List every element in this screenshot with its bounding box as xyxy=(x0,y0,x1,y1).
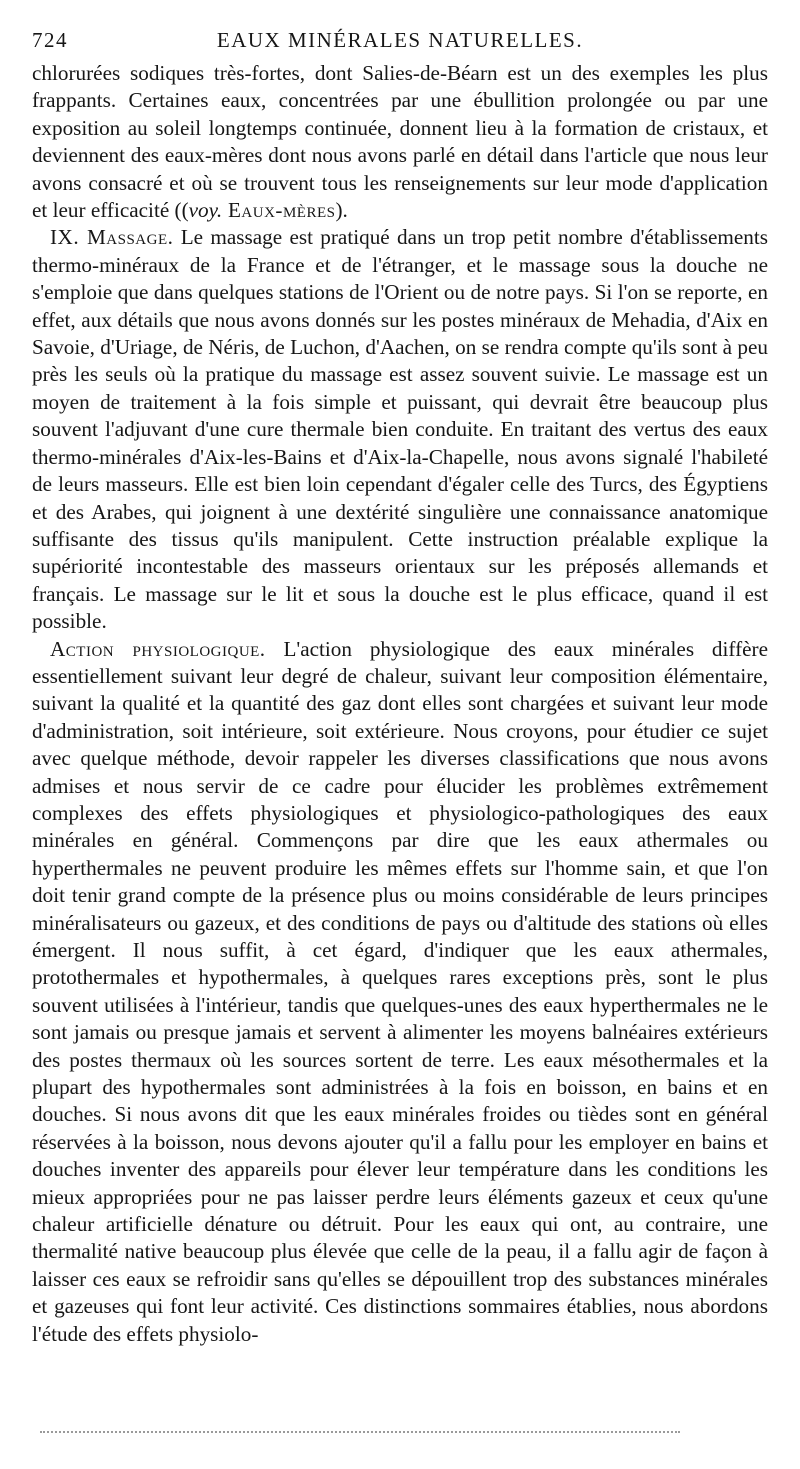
paragraph-end: ). xyxy=(335,198,348,223)
italic-reference: voy. xyxy=(188,198,223,223)
page-number: 724 xyxy=(32,28,68,52)
paragraph-massage xyxy=(32,224,768,635)
section-heading-massage: IX. Massage. xyxy=(50,225,174,250)
footer-dotted-rule xyxy=(40,1431,680,1433)
paragraph-action-physiologique xyxy=(32,636,768,1349)
section-heading-action-physiologique: Action physiologique. xyxy=(50,636,266,661)
paragraph-text: Le massage est pratiqué dans un trop petit nombre d'établissements thermo-minéraux de la France et de l'étranger, et le massage sous la douche ne s'emploie que dans quelques stations de l'Orient ou de notre pays. Si l'on se reporte, en effet, aux détails que nous avons donnés sur les postes minéraux de Mehadia, d'Aix en Savoie, d'Uriage, de Néris, de Luchon, d'Aachen, on se rendra compte qu'ils sont à peu près les seuls où la pratique du massage est assez souvent suivie. Le massage est un moyen de traitement à la fois simple et puissant, qui devrait être beaucoup plus souvent l'adjuvant d'une cure thermale bien conduite. En traitant des vertus des eaux thermo-minérales d'Aix-les-Bains et d'Aix-la-Chapelle, nous avons signalé l'habileté de leurs masseurs. Elle est bien loin cependant d'égaler celle des Turcs, des Égyptiens et des Arabes, qui joignent à une dextérité singulière une connaissance anatomique suffisante des tissus qu'ils manipulent. Cette instruction préalable explique la supériorité incontestable des masseurs orientaux sur les préposés allemands et français. Le massage sur le lit et sous la douche est le plus efficace, quand il est possible. xyxy=(32,225,768,634)
body-text xyxy=(32,60,768,1348)
book-page xyxy=(32,22,768,1348)
running-head xyxy=(32,22,768,56)
cross-reference: Eaux-mères xyxy=(222,198,336,223)
paragraph-continuation xyxy=(32,60,768,224)
running-head-title: EAUX MINÉRALES NATURELLES. xyxy=(216,28,584,52)
paragraph-text: chlorurées sodiques très-fortes, dont Salies-de-Béarn est un des exemples les plus frappants. Certaines eaux, concentrées par une ébullition prolongée ou par une exposition au soleil longtemps continuée, donnent lieu à la formation de cristaux, et deviennent des eaux-mères dont nous avons parlé en détail dans l'article que nous leur avons consacré et où se trouvent tous les renseignements sur leur mode d'application et leur efficacité (( xyxy=(32,61,768,223)
paragraph-text: L'action physiologique des eaux minérales diffère essentiellement suivant leur degré de chaleur, suivant leur composition élémentaire, suivant la qualité et la quantité des gaz dont elles sont chargées et suivant leur mode d'administration, soit intérieure, soit extérieure. Nous croyons, pour étudier ce sujet avec quelque méthode, devoir rappeler les diverses classifications que nous avons admises et nous servir de ce cadre pour élucider les problèmes extrêmement complexes des effets physiologiques et physiologico-pathologiques des eaux minérales en général. Commençons par dire que les eaux athermales ou hyperthermales ne peuvent produire les mêmes effets sur l'homme sain, et que l'on doit tenir grand compte de la présence plus ou moins considérable de leurs principes minéralisateurs ou gazeux, et des conditions de pays ou d'altitude des stations où elles émergent. Il nous suffit, à cet égard, d'indiquer que les eaux athermales, protothermales et hypothermales, à quelques rares exceptions près, sont le plus souvent utilisées à l'intérieur, tandis que quelques-unes des eaux hyperthermales ne le sont jamais ou presque jamais et servent à alimenter les moyens balnéaires extérieurs des postes thermaux où les sources sortent de terre. Les eaux mésothermales et la plupart des hypothermales sont administrées à la fois en boisson, en bains et en douches. Si nous avons dit que les eaux minérales froides ou tièdes sont en général réservées à la boisson, nous devons ajouter qu'il a fallu pour les employer en bains et douches inventer des appareils pour élever leur température dans les conditions les mieux appropriées pour ne pas laisser perdre leurs éléments gazeux et ceux qu'une chaleur artificielle dénature ou détruit. Pour les eaux qui ont, au contraire, une thermalité native beaucoup plus élevée que celle de la peau, il a fallu agir de façon à laisser ces eaux se refroidir sans qu'elles se dépouillent trop des substances minérales et gazeuses qui font leur activité. Ces distinctions sommaires établies, nous abordons l'étude des effets physiolo- xyxy=(32,636,768,1346)
